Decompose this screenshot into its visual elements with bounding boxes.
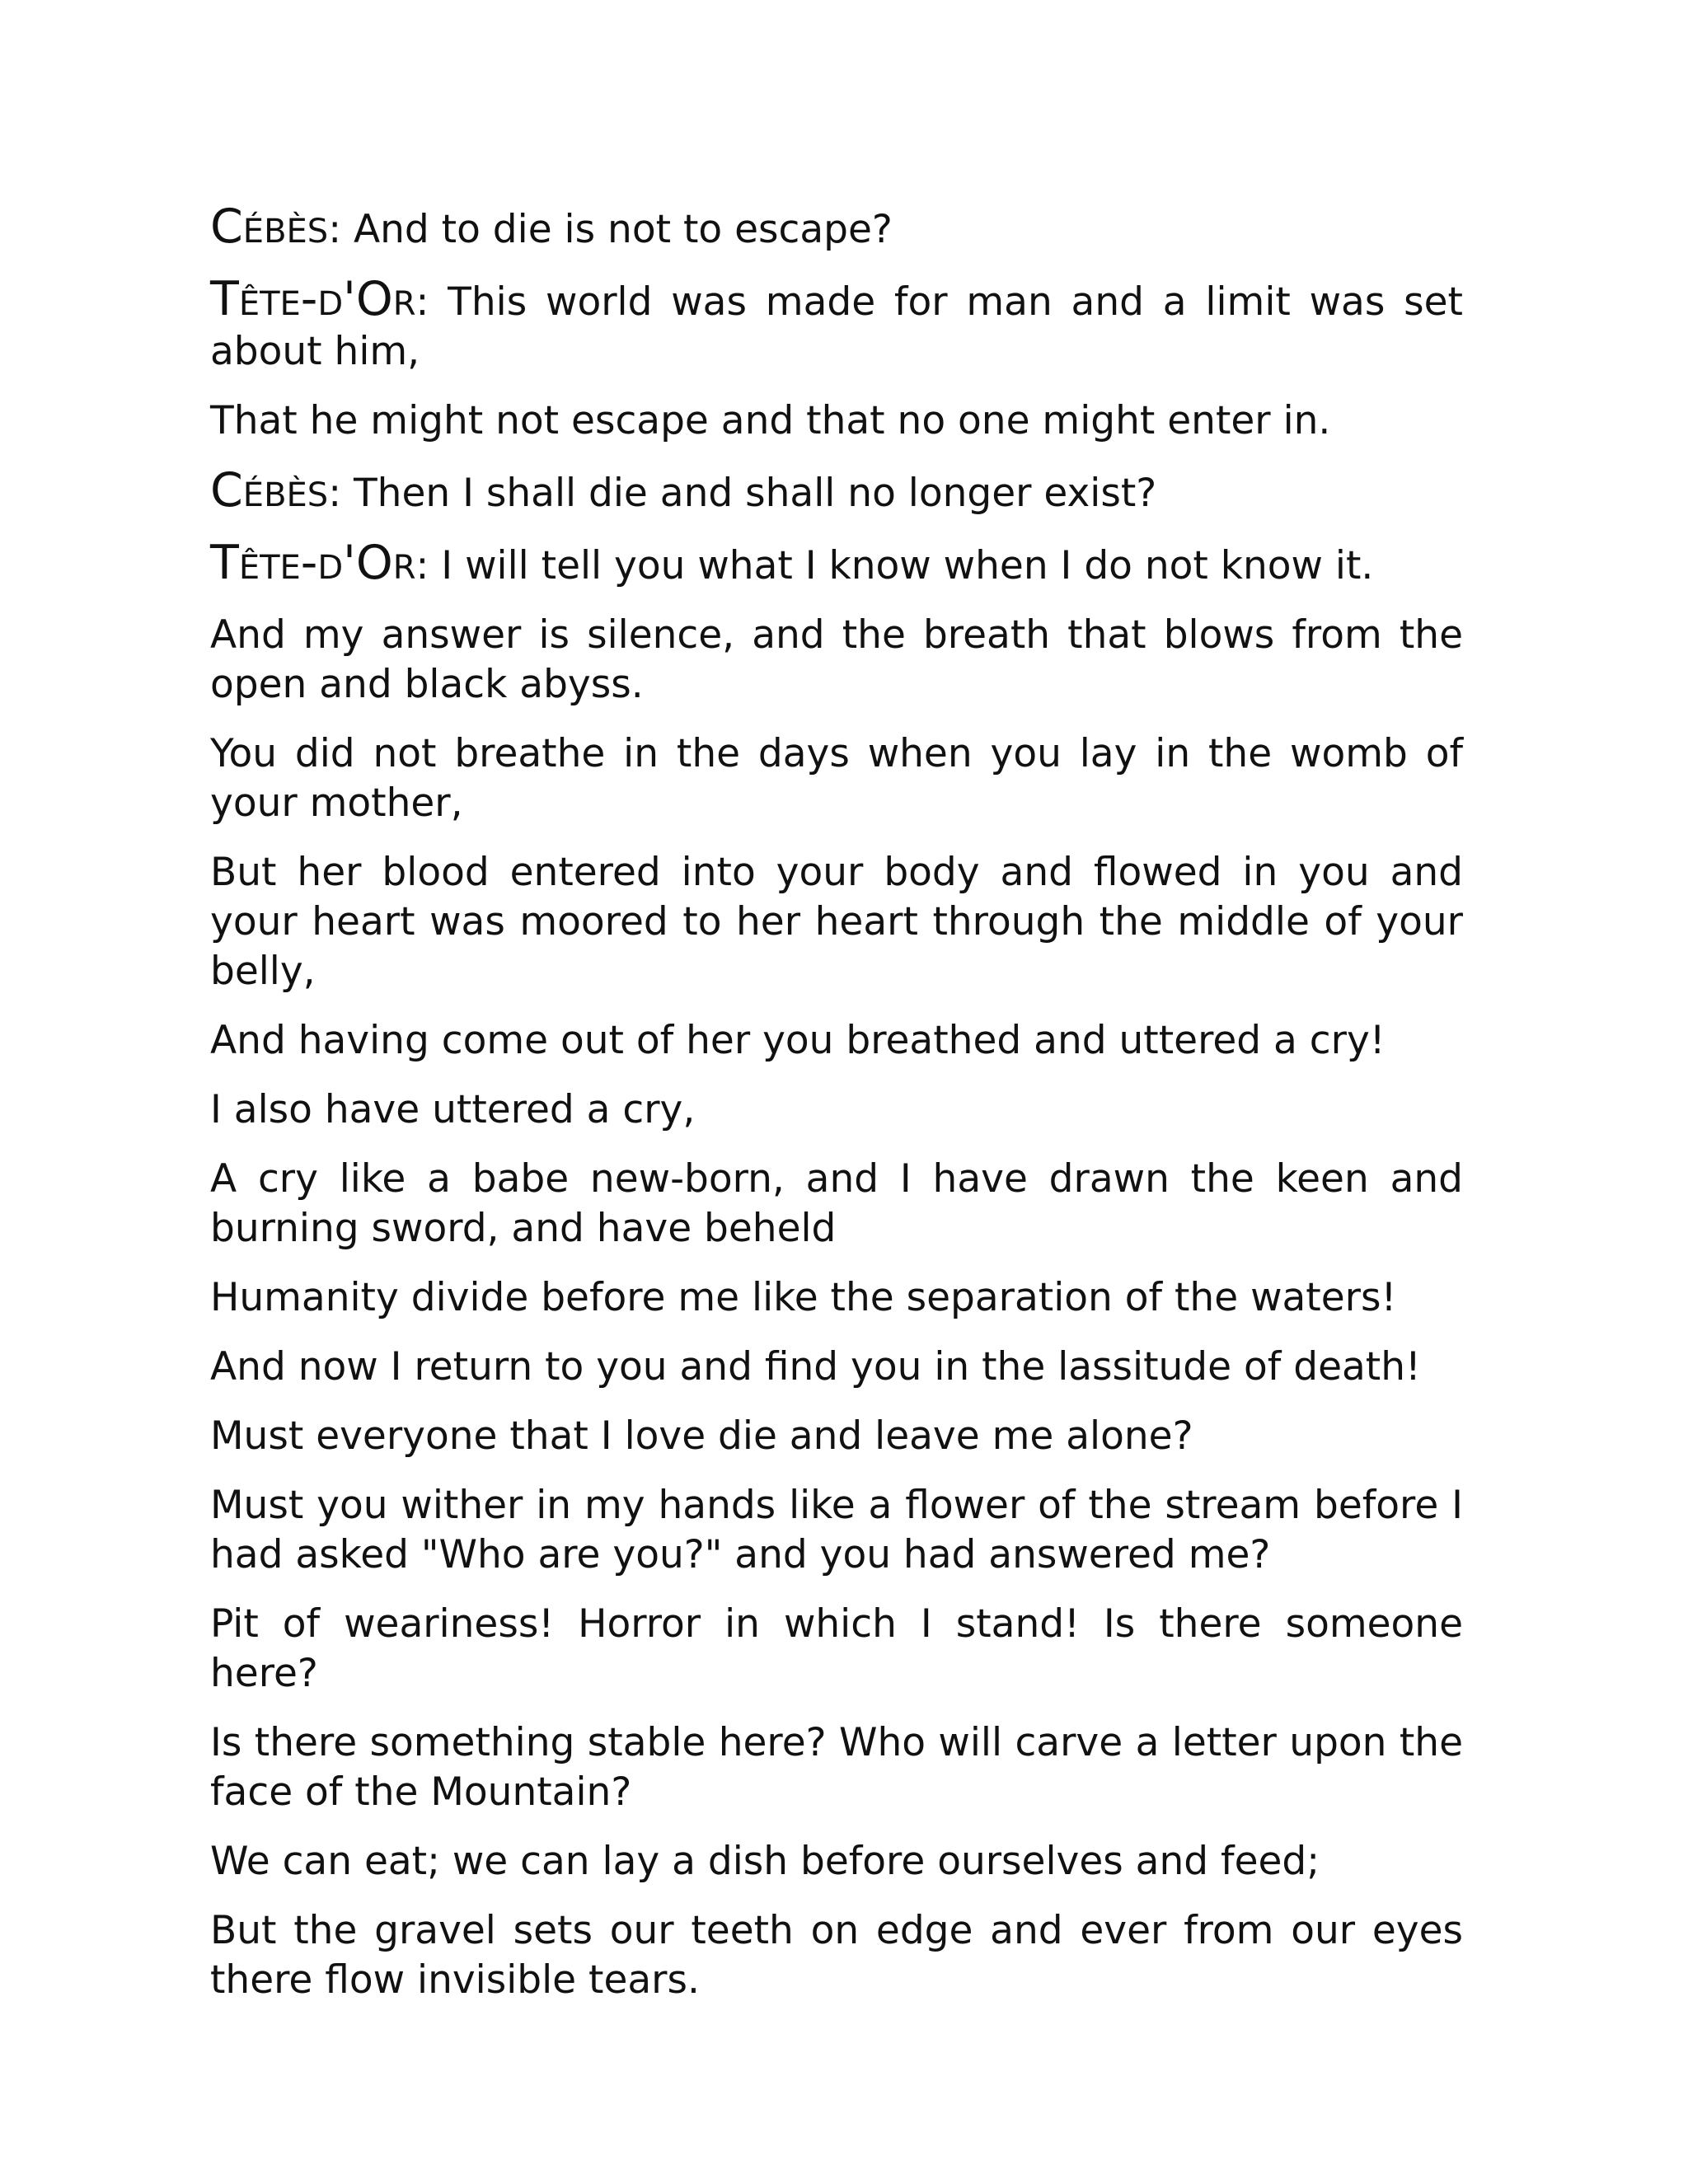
verse-line: Humanity divide before me like the separation of the waters! bbox=[210, 1275, 1397, 1320]
verse-line: Must everyone that I love die and leave me alone? bbox=[210, 1413, 1193, 1459]
verse-line: A cry like a babe new-born, and I have drawn the keen and burning sword, and have beheld bbox=[210, 1156, 1463, 1251]
speech-text: This world was made for man and a limit was set about him, bbox=[210, 279, 1463, 374]
verse-line: I also have uttered a cry, bbox=[210, 1087, 696, 1132]
speaker-name: Tête-d'Or bbox=[210, 536, 416, 590]
speech-paragraph bbox=[210, 463, 1463, 518]
speaker-colon: : bbox=[328, 207, 354, 252]
verse-line: You did not breathe in the days when you lay in the womb of your mother, bbox=[210, 731, 1463, 826]
verse-line: And now I return to you and find you in the lassitude of death! bbox=[210, 1344, 1421, 1390]
speaker-colon: : bbox=[415, 279, 448, 325]
verse-line: Must you wither in my hands like a flower of the stream before I had asked "Who are you?" and you had answered me? bbox=[210, 1483, 1463, 1577]
speech-text: I will tell you what I know when I do not know it. bbox=[441, 543, 1374, 588]
verse-line: And my answer is silence, and the breath that blows from the open and black abyss. bbox=[210, 612, 1463, 707]
speaker-colon: : bbox=[328, 471, 354, 516]
speaker-name: Cébès bbox=[210, 199, 329, 254]
verse-line: Pit of weariness! Horror in which I stand! Is there someone here? bbox=[210, 1601, 1463, 1696]
speech-paragraph bbox=[210, 538, 1463, 591]
speech-paragraph bbox=[210, 274, 1463, 377]
speaker-colon: : bbox=[415, 543, 442, 588]
speech-paragraph bbox=[210, 199, 1463, 255]
verse-line: But the gravel sets our teeth on edge and ever from our eyes there flow invisible tears. bbox=[210, 1908, 1463, 2003]
speech-text: Then I shall die and shall no longer exist? bbox=[353, 471, 1157, 516]
verse-line: And having come out of her you breathed and uttered a cry! bbox=[210, 1018, 1386, 1063]
speaker-name: Cébès bbox=[210, 463, 329, 518]
verse-line: Is there something stable here? Who will carve a letter upon the face of the Mountain? bbox=[210, 1720, 1463, 1815]
verse-line: But her blood entered into your body and flowed in you and your heart was moored to her heart through the middle of your belly, bbox=[210, 850, 1463, 994]
dialogue-text bbox=[210, 199, 1463, 2025]
verse-line: We can eat; we can lay a dish before ourselves and feed; bbox=[210, 1839, 1320, 1884]
speaker-name: Tête-d'Or bbox=[210, 272, 416, 326]
speech-text: And to die is not to escape? bbox=[353, 207, 893, 252]
verse-line: That he might not escape and that no one might enter in. bbox=[210, 398, 1331, 443]
